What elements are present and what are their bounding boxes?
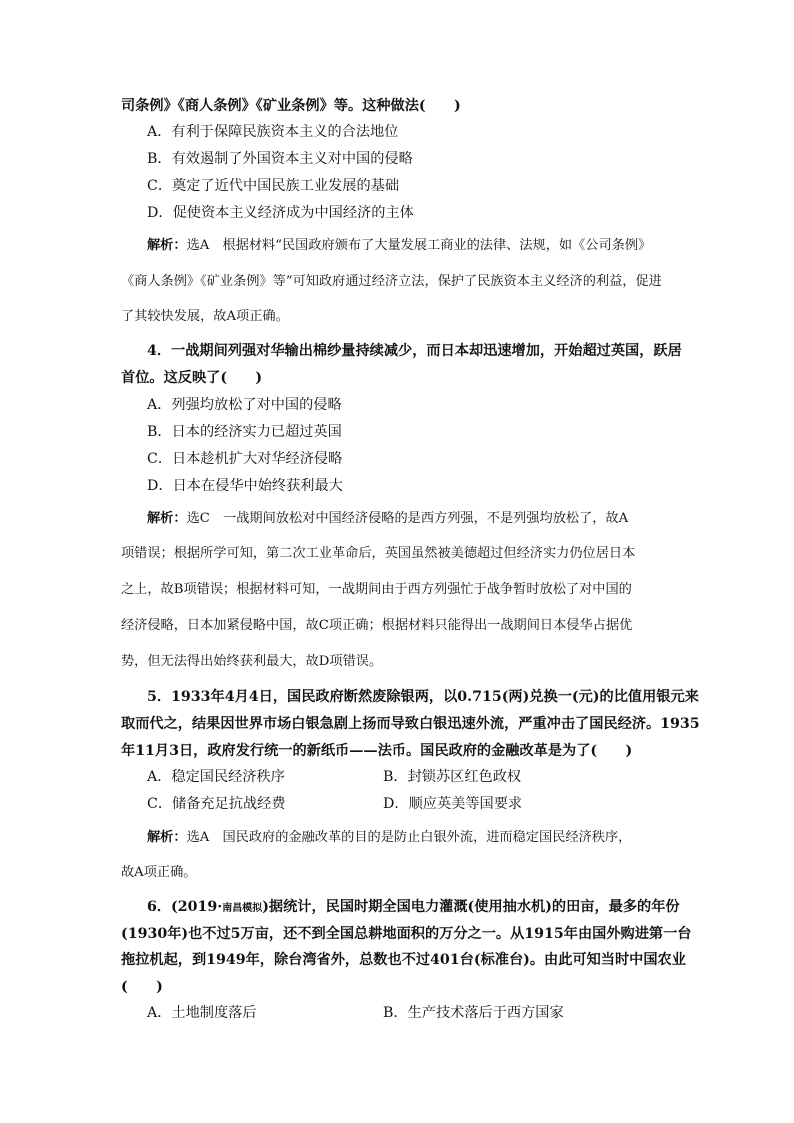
q5-stem-line1: 5．1933年4月4日，国民政府断然废除银两，以0.715(两)兑换一(元)的比值用银元来 xyxy=(147,689,699,705)
q5-option-b: B．封锁苏区红色政权 xyxy=(383,769,522,785)
q3-explanation-label: 解析： xyxy=(147,238,187,253)
q4-option-c: C．日本趁机扩大对华经济侵略 xyxy=(147,451,343,467)
q3-explanation-line2: 《商人条例》《矿业条例》等”可知政府通过经济立法，保护了民族资本主义经济的利益，促进 xyxy=(121,274,662,289)
q4-explanation-text1: 选C 一战期间放松对中国经济侵略的是西方列强，不是列强均放松了，故A xyxy=(186,511,629,526)
q4-option-b: B．日本的经济实力已超过英国 xyxy=(147,424,342,440)
q3-explanation-line1 xyxy=(147,236,651,256)
q6-source: 南昌模拟 xyxy=(222,903,263,914)
q4-explanation-line1 xyxy=(147,509,628,529)
q4-option-a: A．列强均放松了对中国的侵略 xyxy=(147,397,342,413)
q4-explanation-label: 解析： xyxy=(147,511,187,526)
q3-option-b: B．有效遏制了外国资本主义对中国的侵略 xyxy=(147,151,413,167)
q5-option-c: C．储备充足抗战经费 xyxy=(147,796,286,812)
q3-option-c: C．奠定了近代中国民族工业发展的基础 xyxy=(147,178,400,194)
q5-explanation-text1: 选A 国民政府的金融改革的目的是防止白银外流，进而稳定国民经济秩序， xyxy=(186,830,632,845)
q6-stem-line4: ( ) xyxy=(121,979,163,995)
q3-stem-tail: 司条例》《商人条例》《矿业条例》等。这种做法( ) xyxy=(121,98,461,114)
q5-option-a: A．稳定国民经济秩序 xyxy=(147,769,285,785)
q5-option-d: D．顺应英美等国要求 xyxy=(383,796,523,812)
q6-stem-line2: (1930年)也不过5万亩，还不到全国总耕地面积的万分之一。从1915年由国外购进第一台 xyxy=(121,926,692,942)
q6-option-b: B．生产技术落后于西方国家 xyxy=(383,1005,564,1021)
q5-stem-line2: 取而代之，结果因世界市场白银急剧上扬而导致白银迅速外流，严重冲击了国民经济。1935 xyxy=(121,716,700,732)
q5-stem-line3: 年11月3日，政府发行统一的新纸币——法币。国民政府的金融改革是为了( ) xyxy=(121,743,633,759)
q3-explanation-line3: 了其较快发展，故A项正确。 xyxy=(121,309,289,324)
q6-option-a: A．土地制度落后 xyxy=(147,1005,257,1021)
q5-explanation-line2: 故A项正确。 xyxy=(121,865,197,880)
q3-option-d: D．促使资本主义经济成为中国经济的主体 xyxy=(147,205,414,221)
q4-explanation-line3: 之上，故B项错误；根据材料可知，一战期间由于西方列强忙于战争暂时放松了对中国的 xyxy=(121,582,632,597)
q3-explanation-text1: 选A 根据材料“民国政府颁布了大量发展工商业的法律、法规，如《公司条例》 xyxy=(186,238,652,253)
q4-explanation-line2: 项错误；根据所学可知，第二次工业革命后，英国虽然被美德超过但经济实力仍位居日本 xyxy=(121,546,636,561)
q6-stem-line1 xyxy=(147,897,680,919)
q6-stem-line1-rest: )据统计，民国时期全国电力灌溉(使用抽水机)的田亩，最多的年份 xyxy=(262,899,680,915)
q3-option-a: A．有利于保障民族资本主义的合法地位 xyxy=(147,124,399,140)
q4-stem-line1: 4．一战期间列强对华输出棉纱量持续减少，而日本却迅速增加，开始超过英国，跃居 xyxy=(147,343,682,359)
q5-explanation-label: 解析： xyxy=(147,830,187,845)
q4-stem-line2: 首位。这反映了( ) xyxy=(121,370,263,386)
q4-explanation-line4: 经济侵略，日本加紧侵略中国，故C项正确；根据材料只能得出一战期间日本侵华占据优 xyxy=(121,618,633,633)
q5-explanation-line1 xyxy=(147,828,631,848)
q4-option-d: D．日本在侵华中始终获利最大 xyxy=(147,478,343,494)
q6-stem-line3: 拖拉机起，到1949年，除台湾省外，总数也不过401台(标准台)。由此可知当时中国农业 xyxy=(121,952,686,968)
q4-explanation-line5: 势，但无法得出始终获利最大，故D项错误。 xyxy=(121,654,383,669)
q6-stem-prefix: 6．(2019· xyxy=(147,899,223,915)
